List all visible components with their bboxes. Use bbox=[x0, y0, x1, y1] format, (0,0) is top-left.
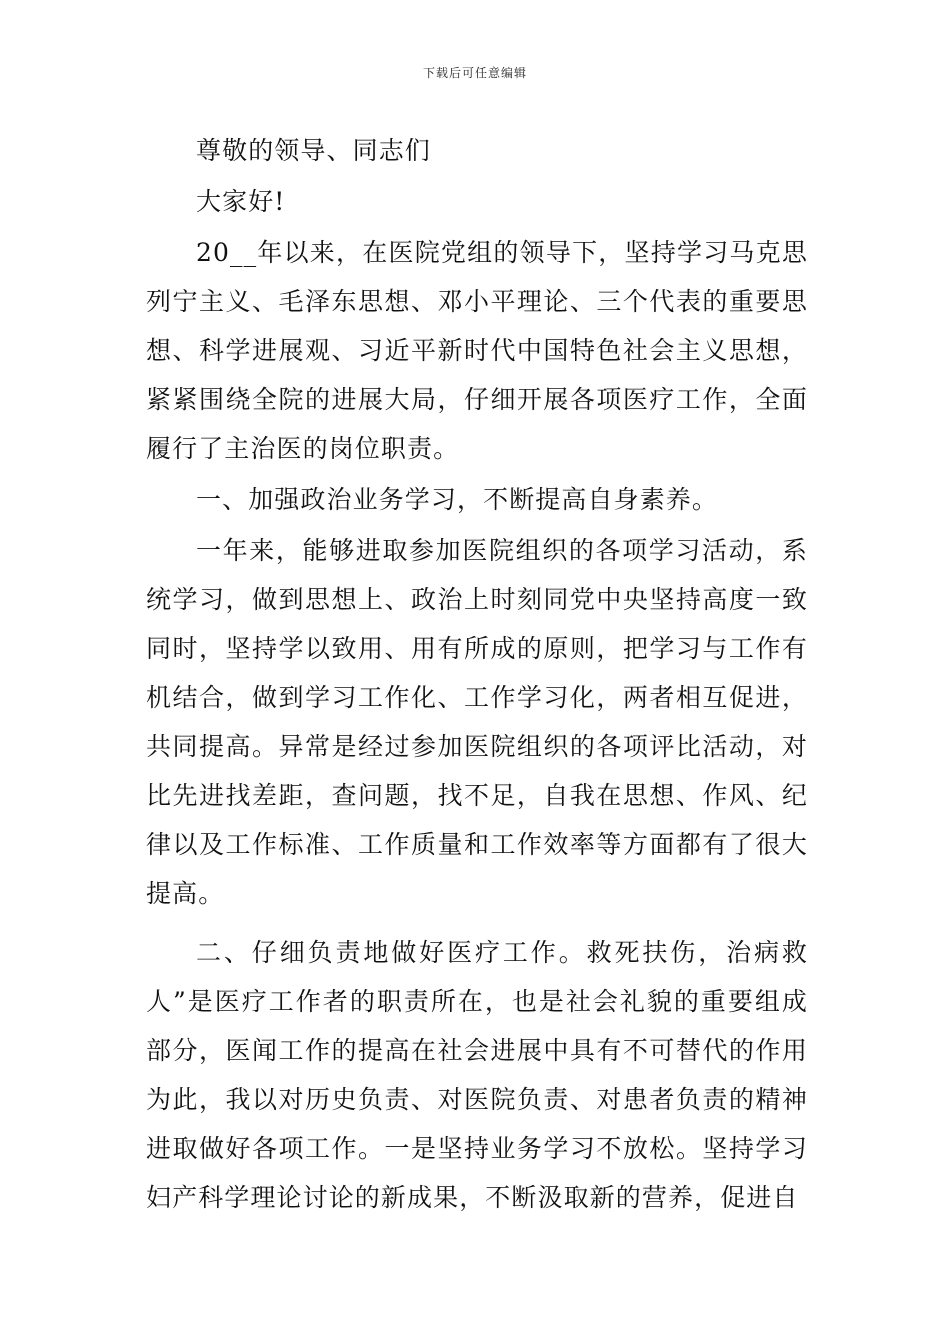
section-heading-2-paragraph: 二、仔细负责地做好医疗工作。救死扶伤，治病救人”是医疗工作者的职责所在，也是社会礼貌的重要组成部分，医闻工作的提高在社会进展中具有不可替代的作用为此，我以对历史负责、对医院负责、对患者负责的精神进取做好各项工作。一是坚持业务学习不放松。坚持学习妇产科学理论讨论的新成果，不断汲取新的营养，促进自 bbox=[146, 938, 808, 1212]
download-note: 下载后可任意编辑 bbox=[422, 66, 527, 80]
greeting-line: 大家好! bbox=[196, 187, 286, 216]
section-heading-1: 一、加强政治业务学习，不断提高自身素养。 bbox=[196, 485, 719, 514]
paragraph-intro: 20__年以来，在医院党组的领导下，坚持学习马克思列宁主义、毛泽东思想、邓小平理论、三个代表的重要思想、科学进展观、习近平新时代中国特色社会主义思想，紧紧围绕全院的进展大局，仔细开展各项医疗工作，全面履行了主治医的岗位职责。 bbox=[146, 238, 808, 463]
paragraph-study: 一年来，能够进取参加医院组织的各项学习活动，系统学习，做到思想上、政治上时刻同党中央坚持高度一致同时，坚持学以致用、用有所成的原则，把学习与工作有机结合，做到学习工作化、工作学习化，两者相互促进，共同提高。异常是经过参加医院组织的各项评比活动，对比先进找差距，查问题，找不足，自我在思想、作风、纪律以及工作标准、工作质量和工作效率等方面都有了很大提高。 bbox=[146, 536, 808, 908]
document-body bbox=[146, 126, 808, 1222]
salutation-line: 尊敬的领导、同志们 bbox=[196, 136, 431, 165]
